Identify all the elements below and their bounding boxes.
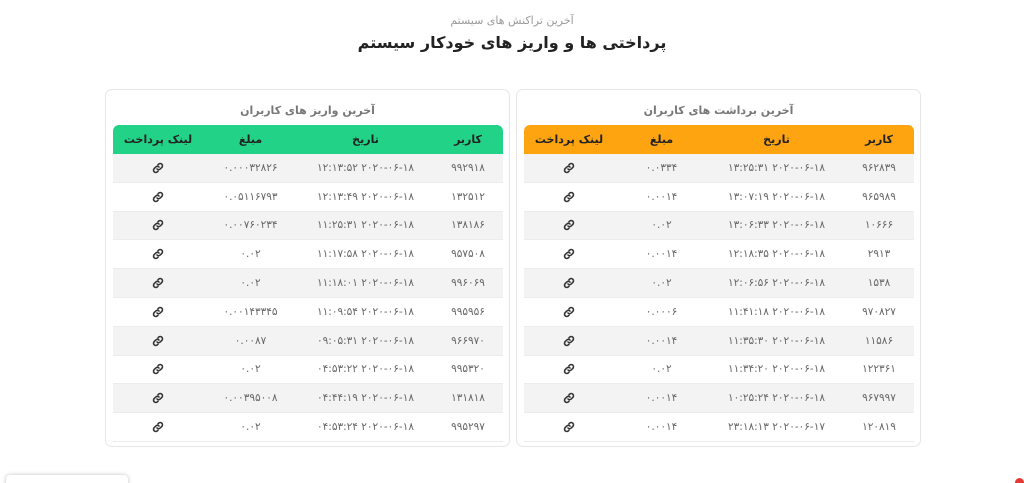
link-icon[interactable] <box>152 392 164 404</box>
cell-date: ۲۰۲۰-۰۶-۱۸ ۱۱:۳۵:۳۰ <box>728 334 825 347</box>
cell-payment-link <box>524 162 614 174</box>
cell-date: ۲۰۲۰-۰۶-۱۸ ۰۴:۴۴:۱۹ <box>317 392 414 405</box>
cell-user: ۹۵۷۵۰۸ <box>451 248 485 261</box>
table-row <box>113 183 503 212</box>
column-header-payment-link: لینک پرداخت <box>534 133 604 146</box>
link-icon[interactable] <box>152 363 164 375</box>
table-row <box>524 384 914 413</box>
table-row <box>113 212 503 241</box>
cell-amount: ۰.۰۲ <box>651 219 672 232</box>
cell-payment-link <box>113 421 203 433</box>
cell-user: ۲۹۱۳ <box>867 248 891 261</box>
table-row <box>113 240 503 269</box>
cell-user: ۹۹۵۹۵۶ <box>451 305 485 318</box>
link-icon[interactable] <box>152 191 164 203</box>
cell-amount: ۰.۰۰۱۴ <box>645 421 678 434</box>
table-row <box>524 298 914 327</box>
cell-payment-link <box>113 363 203 375</box>
cell-date: ۲۰۲۰-۰۶-۱۸ ۱۱:۰۹:۵۴ <box>317 305 414 318</box>
cell-payment-link <box>113 162 203 174</box>
page-subtitle: آخرین تراکنش های سیستم <box>450 14 574 27</box>
link-icon[interactable] <box>152 306 164 318</box>
cell-user: ۱۲۰۸۱۹ <box>862 421 896 434</box>
cell-user: ۹۹۶۰۶۹ <box>451 277 485 290</box>
cell-user: ۱۳۲۵۱۲ <box>451 190 485 203</box>
link-icon[interactable] <box>563 306 575 318</box>
deposits-table-header <box>113 125 503 154</box>
floating-widget-tab[interactable] <box>6 475 128 483</box>
cell-payment-link <box>524 219 614 231</box>
cell-user: ۱۳۸۱۸۶ <box>451 219 485 232</box>
link-icon[interactable] <box>563 162 575 174</box>
cell-amount: ۰.۰۰۳۹۵۰۰۸ <box>223 392 278 405</box>
column-header-date: تاریخ <box>352 133 379 146</box>
cell-user: ۹۶۶۹۷۰ <box>451 334 485 347</box>
cell-date: ۲۰۲۰-۰۶-۱۸ ۱۲:۱۳:۵۲ <box>317 161 414 174</box>
cell-date: ۲۰۲۰-۰۶-۱۸ ۱۲:۱۸:۳۵ <box>728 248 825 261</box>
cell-user: ۹۷۰۸۲۷ <box>862 305 896 318</box>
cell-date: ۲۰۲۰-۰۶-۱۸ ۱۲:۰۶:۵۶ <box>728 277 825 290</box>
table-row <box>524 413 914 442</box>
table-row <box>524 212 914 241</box>
deposits-table-body <box>113 154 503 442</box>
deposits-card-title: آخرین واریز های کاربران <box>240 104 375 117</box>
cell-date: ۲۰۲۰-۰۶-۱۸ ۱۳:۰۶:۳۳ <box>728 219 825 232</box>
cell-date: ۲۰۲۰-۰۶-۱۸ ۱۰:۲۵:۲۴ <box>728 392 825 405</box>
cell-payment-link <box>524 363 614 375</box>
column-header-payment-link: لینک پرداخت <box>123 133 193 146</box>
table-row <box>524 327 914 356</box>
cell-amount: ۰.۰۰۷۶۰۲۳۴ <box>223 219 278 232</box>
cell-user: ۱۲۲۳۶۱ <box>862 363 896 376</box>
cell-user: ۹۶۷۹۹۷ <box>862 392 896 405</box>
cell-amount: ۰.۰۲ <box>240 248 261 261</box>
cell-amount: ۰.۰۰۰۶ <box>645 305 678 318</box>
table-row <box>113 154 503 183</box>
cell-amount: ۰.۰۰۱۴ <box>645 392 678 405</box>
cell-date: ۲۰۲۰-۰۶-۱۸ ۱۲:۱۳:۴۹ <box>317 190 414 203</box>
cell-payment-link <box>113 306 203 318</box>
cell-payment-link <box>113 392 203 404</box>
cell-user: ۹۶۲۸۳۹ <box>862 161 896 174</box>
table-row <box>524 356 914 385</box>
table-row <box>524 240 914 269</box>
cell-amount: ۰.۰۲ <box>651 277 672 290</box>
table-row <box>113 269 503 298</box>
link-icon[interactable] <box>563 191 575 203</box>
table-row <box>113 356 503 385</box>
link-icon[interactable] <box>152 248 164 260</box>
cell-amount: ۰.۰۲ <box>240 277 261 290</box>
link-icon[interactable] <box>563 219 575 231</box>
cell-date: ۲۰۲۰-۰۶-۱۸ ۱۱:۱۸:۰۱ <box>317 277 414 290</box>
cell-amount: ۰.۰۲ <box>240 363 261 376</box>
cell-payment-link <box>524 248 614 260</box>
notification-dot <box>1015 478 1024 483</box>
cell-amount: ۰.۰۰۱۴ <box>645 248 678 261</box>
link-icon[interactable] <box>152 219 164 231</box>
cell-user: ۱۱۵۸۶ <box>864 334 894 347</box>
cell-amount: ۰.۰۵۱۱۶۷۹۳ <box>223 190 278 203</box>
cell-amount: ۰.۰۰۱۴ <box>645 190 678 203</box>
cell-user: ۹۶۵۹۸۹ <box>862 190 896 203</box>
cell-date: ۲۰۲۰-۰۶-۱۸ ۱۱:۲۵:۳۱ <box>317 219 414 232</box>
table-row <box>113 327 503 356</box>
column-header-date: تاریخ <box>763 133 790 146</box>
link-icon[interactable] <box>563 363 575 375</box>
withdrawals-table-body <box>524 154 914 442</box>
withdrawals-card <box>516 89 921 447</box>
link-icon[interactable] <box>563 277 575 289</box>
table-row <box>524 183 914 212</box>
link-icon[interactable] <box>152 421 164 433</box>
table-row <box>113 298 503 327</box>
link-icon[interactable] <box>152 162 164 174</box>
cell-date: ۲۰۲۰-۰۶-۱۸ ۰۴:۵۳:۲۲ <box>317 363 414 376</box>
cell-amount: ۰.۰۲ <box>651 363 672 376</box>
link-icon[interactable] <box>563 421 575 433</box>
cell-payment-link <box>524 421 614 433</box>
cell-payment-link <box>524 277 614 289</box>
cell-amount: ۰.۰۰۰۳۲۸۲۶ <box>223 161 278 174</box>
cell-date: ۲۰۲۰-۰۶-۱۷ ۲۳:۱۸:۱۳ <box>728 421 825 434</box>
cell-date: ۲۰۲۰-۰۶-۱۸ ۰۴:۵۳:۲۴ <box>317 421 414 434</box>
table-row <box>524 154 914 183</box>
cell-user: ۱۰۶۶۶ <box>864 219 894 232</box>
cell-user: ۹۹۵۳۲۰ <box>451 363 485 376</box>
table-row <box>113 413 503 442</box>
column-header-user: کاربر <box>454 133 482 146</box>
cell-payment-link <box>524 392 614 404</box>
link-icon[interactable] <box>152 277 164 289</box>
cell-amount: ۰.۰۰۱۴ <box>645 334 678 347</box>
cell-date: ۲۰۲۰-۰۶-۱۸ ۱۳:۲۵:۳۱ <box>728 161 825 174</box>
link-icon[interactable] <box>563 335 575 347</box>
withdrawals-table <box>524 125 914 442</box>
cell-user: ۹۹۲۹۱۸ <box>451 161 485 174</box>
cell-date: ۲۰۲۰-۰۶-۱۸ ۰۹:۰۵:۳۱ <box>317 334 414 347</box>
cell-payment-link <box>524 306 614 318</box>
table-row <box>524 269 914 298</box>
cell-amount: ۰.۰۳۳۴ <box>645 161 678 174</box>
cell-payment-link <box>113 335 203 347</box>
cell-amount: ۰.۰۰۸۷ <box>234 334 267 347</box>
withdrawals-table-header <box>524 125 914 154</box>
cell-payment-link <box>113 277 203 289</box>
cell-payment-link <box>113 219 203 231</box>
column-header-amount: مبلغ <box>238 133 263 146</box>
deposits-table <box>113 125 503 442</box>
withdrawals-card-title: آخرین برداشت های کاربران <box>643 104 794 117</box>
cell-amount: ۰.۰۲ <box>240 421 261 434</box>
page-title: پرداختی ها و واریز های خودکار سیستم <box>357 33 667 52</box>
cell-payment-link <box>113 191 203 203</box>
cell-payment-link <box>113 248 203 260</box>
cell-date: ۲۰۲۰-۰۶-۱۸ ۱۱:۳۴:۲۰ <box>728 363 825 376</box>
link-icon[interactable] <box>563 392 575 404</box>
cell-date: ۲۰۲۰-۰۶-۱۸ ۱۱:۱۷:۵۸ <box>317 248 414 261</box>
link-icon[interactable] <box>152 335 164 347</box>
deposits-card <box>105 89 510 447</box>
cell-payment-link <box>524 335 614 347</box>
cell-payment-link <box>524 191 614 203</box>
cell-user: ۹۹۵۲۹۷ <box>451 421 485 434</box>
table-row <box>113 384 503 413</box>
cell-date: ۲۰۲۰-۰۶-۱۸ ۱۱:۴۱:۱۸ <box>728 305 825 318</box>
column-header-user: کاربر <box>865 133 893 146</box>
link-icon[interactable] <box>563 248 575 260</box>
cell-amount: ۰.۰۰۱۴۳۳۴۵ <box>223 305 278 318</box>
column-header-amount: مبلغ <box>649 133 674 146</box>
cell-user: ۱۵۳۸ <box>867 277 891 290</box>
cell-user: ۱۳۱۸۱۸ <box>451 392 485 405</box>
cell-date: ۲۰۲۰-۰۶-۱۸ ۱۳:۰۷:۱۹ <box>728 190 825 203</box>
